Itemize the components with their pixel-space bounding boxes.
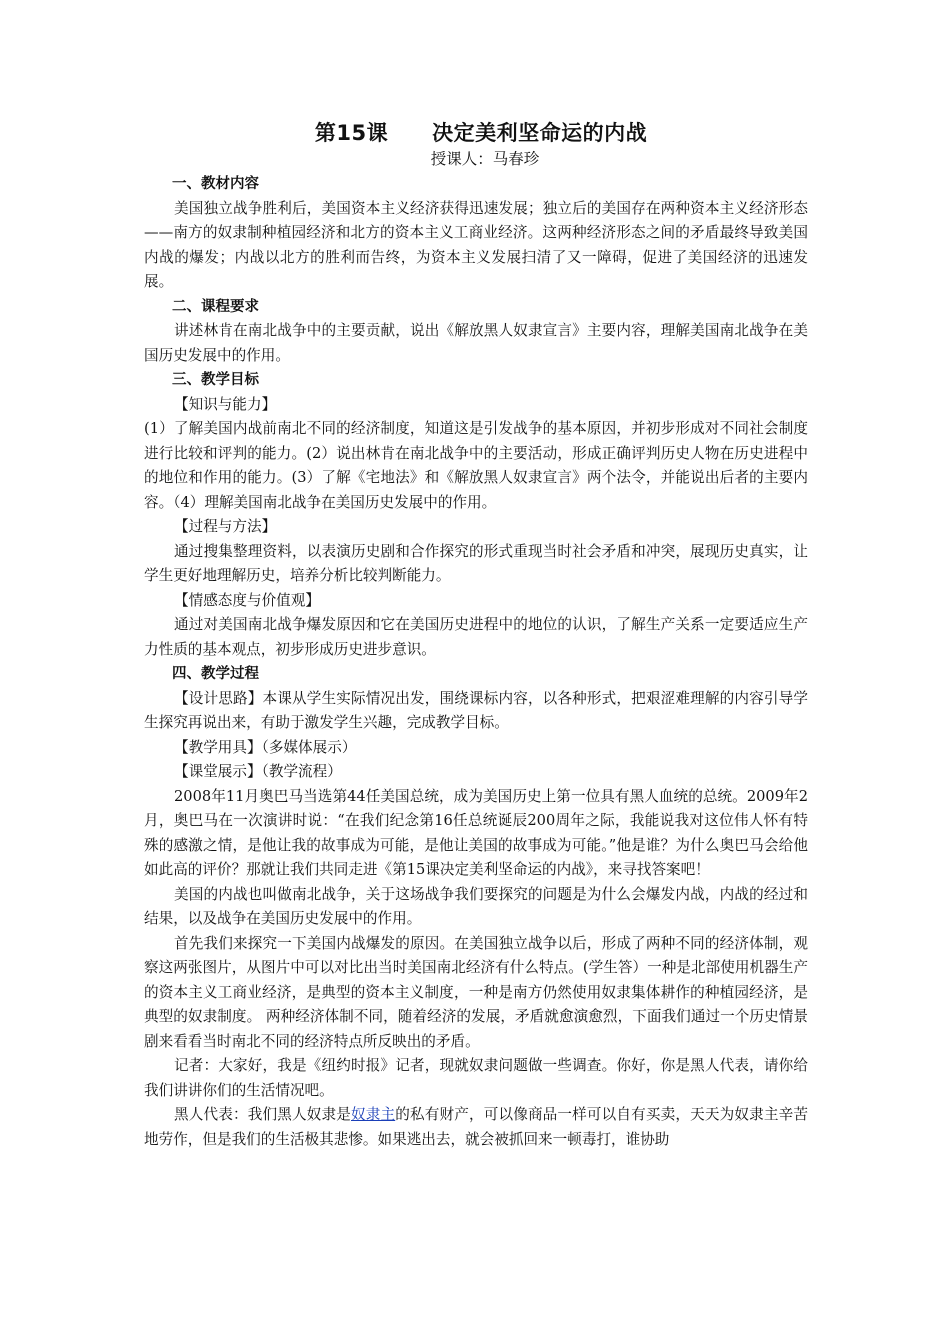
paragraph: 2008年11月奥巴马当选第44任美国总统，成为美国历史上第一位具有黑人血统的总统。2009年2月，奥巴马在一次演讲时说：“在我们纪念第16任总统诞辰200周年之际，我能说我对这位伟人怀有特殊的感激之情，是他让我的故事成为可能，是他让美国的故事成为可能。”他是谁？为什么奥巴马会给他如此高的评价？那就让我们共同走进《第15课决定美利坚命运的内战》，来寻找答案吧！ [144, 787, 808, 878]
paragraph: 讲述林肯在南北战争中的主要贡献，说出《解放黑人奴隶宣言》主要内容，理解美国南北战争在美国历史发展中的作用。 [144, 322, 808, 364]
paragraph: (1）了解美国内战前南北不同的经济制度，知道这是引发战争的基本原因，并初步形成对不同社会制度进行比较和评判的能力。(2）说出林肯在南北战争中的主要活动，形成正确评判历史人物在历史进程中的地位和作用的能力。(3）了解《宅地法》和《解放黑人奴隶宣言》两个法令，并能说出后者的主要内容。（4）理解美国南北战争在美国历史发展中的作用。 [144, 420, 808, 511]
text-span: 黑人代表：我们黑人奴隶是 [174, 1106, 351, 1123]
section-heading: 二、课程要求 [172, 298, 259, 315]
paragraph: 首先我们来探究一下美国内战爆发的原因。在美国独立战争以后，形成了两种不同的经济体制，观察这两张图片，从图片中可以对比出当时美国南北经济有什么特点。(学生答）一种是北部使用机器生产的资本主义工商业经济，是典型的资本主义制度，一种是南方仍然使用奴隶集体耕作的种植园经济，是典型的奴隶制度。 两种经济体制不同，随着经济的发展，矛盾就愈演愈烈，下面我们通过一个历史情景剧来看看当时南北不同的经济特点所反映出的矛盾。 [144, 934, 808, 1050]
lesson-number: 第15课 [314, 121, 389, 145]
section-heading: 四、教学过程 [172, 666, 259, 682]
paragraph: 通过搜集整理资料，以表演历史剧和合作探究的形式重现当时社会矛盾和冲突，展现历史真实，让学生更好地理解历史，培养分析比较判断能力。 [144, 542, 808, 584]
document-page [144, 118, 808, 1152]
paragraph: 美国独立战争胜利后，美国资本主义经济获得迅速发展；独立后的美国存在两种资本主义经济形态——南方的奴隶制种植园经济和北方的资本主义工商业经济。这两种经济形态之间的矛盾最终导致美国内战的爆发；内战以北方的胜利而告终，为资本主义发展扫清了又一障碍，促进了美国经济的迅速发展。 [144, 199, 808, 290]
section-heading: 三、教学目标 [172, 372, 259, 388]
lesson-title [144, 118, 808, 148]
paragraph: 美国的内战也叫做南北战争，关于这场战争我们要探究的问题是为什么会爆发内战，内战的经过和结果，以及战争在美国历史发展中的作用。 [144, 885, 808, 927]
subheading: 【教学用具】（多媒体展示） [174, 738, 357, 756]
subheading: 【过程与方法】 [174, 518, 277, 535]
paragraph: 通过对美国南北战争爆发原因和它在美国历史进程中的地位的认识，了解生产关系一定要适应生产力性质的基本观点，初步形成历史进步意识。 [144, 616, 808, 658]
paragraph: 【设计思路】本课从学生实际情况出发，围绕课标内容，以各种形式，把艰涩难理解的内容引导学生探究再说出来，有助于激发学生兴趣，完成教学目标。 [144, 689, 808, 731]
author-line: 授课人：马春珍 [430, 150, 540, 168]
text-span: 的私有财产，可以像商品一样可以自有买卖，天天为奴隶主辛苦地劳作，但是我们的生活极其悲惨。如果逃出去，就会被抓回来一顿毒打，谁协助 [144, 1106, 808, 1148]
subheading: 【课堂展示】（教学流程） [174, 763, 342, 780]
section-heading: 一、教材内容 [172, 176, 259, 192]
subheading: 【知识与能力】 [174, 395, 277, 413]
paragraph [144, 1103, 808, 1152]
paragraph: 记者：大家好，我是《纽约时报》记者，现就奴隶问题做一些调查。你好，你是黑人代表，请你给我们讲讲你们的生活情况吧。 [144, 1057, 808, 1099]
lesson-name: 决定美利坚命运的内战 [432, 121, 648, 145]
subheading: 【情感态度与价值观】 [174, 591, 320, 609]
slave-owner-link[interactable]: 奴隶主 [350, 1106, 396, 1123]
